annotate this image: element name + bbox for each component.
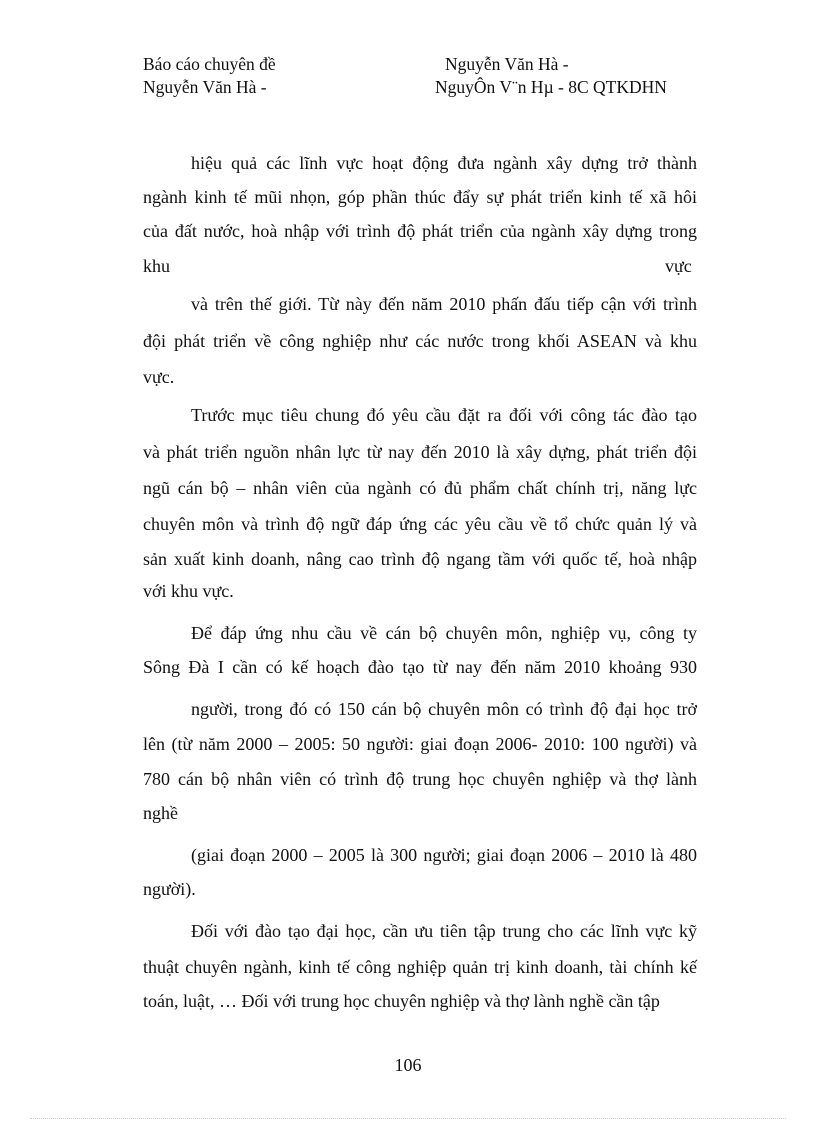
page-number: 106 bbox=[394, 1055, 422, 1075]
header-left-line2: Nguyễn Văn Hà - bbox=[143, 77, 267, 97]
body-line: khu bbox=[143, 256, 170, 276]
header-left-line1: Báo cáo chuyên đề bbox=[143, 54, 276, 74]
body-line: vực. bbox=[143, 367, 175, 387]
body-line: và phát triển nguồn nhân lực từ nay đến 2010 là xây dựng, phát triển đội bbox=[143, 442, 697, 462]
header-right-line2: NguyÔn V¨n Hµ - 8C QTKDHN bbox=[435, 77, 667, 97]
body-line: với khu vực. bbox=[143, 581, 234, 601]
body-line: thuật chuyên ngành, kinh tế công nghiệp quản trị kinh doanh, tài chính kế bbox=[143, 957, 697, 977]
body-line: người). bbox=[143, 879, 196, 899]
body-line: hiệu quả các lĩnh vực hoạt động đưa ngành xây dựng trở thành bbox=[191, 153, 697, 173]
body-line: Trước mục tiêu chung đó yêu cầu đặt ra đối với công tác đào tạo bbox=[191, 405, 697, 425]
body-line: Để đáp ứng nhu cầu về cán bộ chuyên môn, nghiệp vụ, công ty bbox=[191, 623, 697, 643]
body-line: của đất nước, hoà nhập với trình độ phát triển của ngành xây dựng trong bbox=[143, 221, 697, 241]
body-line: Đối với đào tạo đại học, cần ưu tiên tập trung cho các lĩnh vực kỹ bbox=[191, 921, 697, 941]
body-line: toán, luật, … Đối với trung học chuyên nghiệp và thợ lành nghề cần tập bbox=[143, 991, 660, 1011]
body-line: ngành kinh tế mũi nhọn, góp phần thúc đẩy sự phát triển kinh tế xã hôi bbox=[143, 187, 697, 207]
body-line: lên (từ năm 2000 – 2005: 50 người: giai đoạn 2006- 2010: 100 người) và bbox=[143, 734, 697, 754]
body-line: người, trong đó có 150 cán bộ chuyên môn có trình độ đại học trở bbox=[191, 699, 697, 719]
body-line: vực bbox=[665, 256, 692, 276]
body-line: nghề bbox=[143, 803, 178, 823]
body-line: 780 cán bộ nhân viên có trình độ trung học chuyên nghiệp và thợ lành bbox=[143, 769, 697, 789]
body-line: sản xuất kinh doanh, nâng cao trình độ ngang tầm với quốc tế, hoà nhập bbox=[143, 549, 697, 569]
body-line: đội phát triển về công nghiệp như các nước trong khối ASEAN và khu bbox=[143, 331, 697, 351]
header-right-line1: Nguyễn Văn Hà - bbox=[445, 54, 569, 74]
body-line: và trên thế giới. Từ này đến năm 2010 phấn đấu tiếp cận với trình bbox=[191, 294, 697, 314]
body-line: ngũ cán bộ – nhân viên của ngành có đủ phẩm chất chính trị, năng lực bbox=[143, 478, 697, 498]
body-line: (giai đoạn 2000 – 2005 là 300 người; giai đoạn 2006 – 2010 là 480 bbox=[191, 845, 697, 865]
body-line: chuyên môn và trình độ ngữ đáp ứng các yêu cầu về tổ chức quản lý và bbox=[143, 514, 697, 534]
page-bottom-divider bbox=[30, 1118, 786, 1119]
body-line: Sông Đà I cần có kế hoạch đào tạo từ nay đến năm 2010 khoảng 930 bbox=[143, 657, 697, 677]
